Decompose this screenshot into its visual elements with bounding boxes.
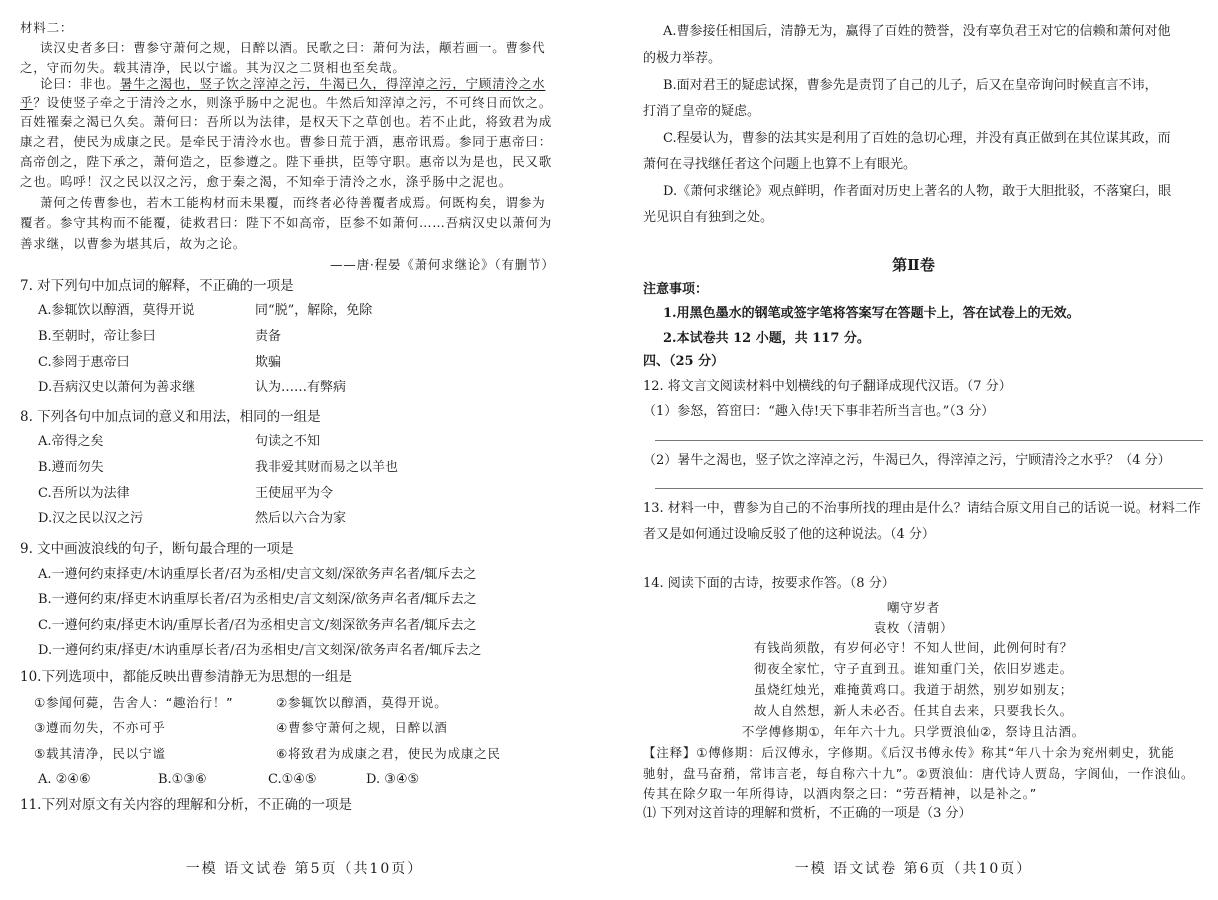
- poem-title: 嘲守岁者: [886, 600, 941, 615]
- underlined-sentence-end: 乎: [20, 95, 34, 110]
- poem-line: 虽烧红烛光，难掩黄鸡口。我道于胡然，别岁如别友；: [753, 682, 1074, 697]
- q10-item-2: ②参辄饮以醇酒，莫得开说。: [276, 695, 448, 710]
- notice-1: 1.用黑色墨水的钢笔或签字笔将答案写在答题卡上，答在试卷上的无效。: [663, 306, 1080, 321]
- poem-line: 彻夜全家忙，守子直到丑。谁知重门关，依旧岁逃走。: [753, 661, 1074, 676]
- passage-line: 善求继，以曹参为堪其后，故为之论。: [20, 236, 247, 251]
- q10-item-1: ①参闻何薨，告舍人：“趣治行！”: [34, 695, 234, 710]
- q10-choice-a: A. ②④⑥: [38, 772, 91, 787]
- passage-line: [40, 76, 545, 92]
- question-8-stem: 8. 下列各句中加点词的意义和用法，相同的一组是: [20, 409, 321, 425]
- question-12-part-2: （2）暑牛之渴也，竖子饮之滓淖之污，牛渴已久，得滓淖之污，宁顾清泠之水乎？（4 分）: [643, 453, 1171, 468]
- q8-option-a: A.帝得之矣: [38, 434, 104, 449]
- passage-line: 百姓罹秦之渴已久矣。萧何曰：吾所以为法律，是权天下之草创也。若不止此，将致君为成: [20, 114, 553, 129]
- passage-line: 康之君，使民为成康之民。是牵民于清泠水也。曹参日荒于酒，惠帝讯焉。参同于惠帝曰：: [20, 134, 553, 149]
- poem-note: 【注释】①傅修期：后汉傅永，字修期。《后汉书傅永传》称其“年八十余为兖州刺史，犹能: [643, 745, 1175, 760]
- q11-option-c-cont: 萧何在寻找继任者这个问题上也算不上有眼光。: [643, 157, 917, 172]
- q11-option-c: C.程晏认为，曹参的法其实是利用了百姓的急切心理，并没有真正做到在其位谋其政，而: [663, 131, 1171, 146]
- q8-option-b-compare: 我非爱其财而易之以羊也: [255, 460, 399, 475]
- poem-note: 传其在除夕取一年所得诗，以酒肉祭之曰：“劳吾精神，以是补之。”: [643, 786, 1038, 801]
- answer-line: [655, 440, 1203, 441]
- q11-option-b: B.面对君王的疑虑试探，曹参先是责罚了自己的儿子，后又在皇帝询问时候直言不讳，: [663, 78, 1158, 93]
- passage-line: 高帝创之，陛下承之，萧何造之，臣参遵之。陛下垂拱，臣等守职。惠帝以为是也，民又歌: [20, 154, 553, 169]
- q7-option-b-meaning: 责备: [255, 329, 282, 344]
- question-11-stem: 11.下列对原文有关内容的理解和分析，不正确的一项是: [20, 797, 352, 813]
- passage-line: [20, 95, 552, 111]
- q10-item-4: ④曹参守萧何之规，日醉以酒: [276, 720, 448, 735]
- q7-option-d: D.吾病汉史以萧何为善求继: [38, 380, 196, 395]
- question-12-stem: 12. 将文言文阅读材料中划横线的句子翻译成现代汉语。（7 分）: [643, 379, 1012, 394]
- q10-choice-b: B.①③⑥: [158, 772, 207, 787]
- q10-item-6: ⑥将致君为成康之君，使民为成康之民: [276, 746, 501, 761]
- q7-option-d-meaning: 认为……有弊病: [255, 380, 347, 395]
- page-footer-right: 一模 语文试卷 第6页（共10页）: [794, 861, 1033, 877]
- q11-option-b-cont: 打消了皇帝的疑虑。: [643, 104, 761, 119]
- q9-option-c: C.一遵何约束/择吏木讷/重厚长者/召为丞相史言文/刻深欲务声名者/辄斥去之: [38, 618, 477, 633]
- q9-option-d: D.一遵何约束/择吏/木讷重厚长者/召为丞相史/言文刻深/欲务声名者/辄斥去之: [38, 643, 482, 658]
- q8-option-d: D.汉之民以汉之污: [38, 511, 144, 526]
- q9-option-b: B.一遵何约束/择吏木讷重厚长者/召为丞相史/言文刻深/欲务声名者/辄斥去之: [38, 592, 477, 607]
- section-title: 第Ⅱ卷: [892, 256, 935, 274]
- passage-source: ——唐·程晏《萧何求继论》（有删节）: [330, 257, 555, 272]
- question-14-part-1: ⑴ 下列对这首诗的理解和赏析，不正确的一项是（3 分）: [643, 806, 972, 821]
- question-7-stem: 7. 对下列句中加点词的解释，不正确的一项是: [20, 278, 294, 294]
- passage-line: 读汉史者多曰：曹参守萧何之规，日醉以酒。民歌之曰：萧何为法，颟若画一。曹参代: [40, 40, 546, 55]
- q7-option-a-meaning: 同“脱”，解除，免除: [255, 303, 373, 318]
- underlined-sentence: 暑牛之渴也，竖子饮之滓淖之污，牛渴已久，得滓淖之污，宁顾清泠之水: [119, 76, 546, 91]
- answer-line: [655, 488, 1203, 489]
- q8-option-c-compare: 王使屈平为令: [255, 486, 334, 501]
- notice-2: 2.本试卷共 12 小题，共 117 分。: [663, 331, 870, 346]
- q10-item-3: ③遵而勿失，不亦可乎: [34, 720, 166, 735]
- poem-note: 驰射，盘马奋矟，常讳言老，每自称六十九”。②贾浪仙：唐代诗人贾岛，字阆仙，一作浪仙。: [643, 766, 1195, 781]
- q8-option-c: C.吾所以为法律: [38, 486, 130, 501]
- q7-option-a: A.参辄饮以醇酒，莫得开说: [38, 303, 195, 318]
- q11-option-a: A.曹参接任相国后，清静无为，赢得了百姓的赞誉，没有辜负君王对它的信赖和萧何对他: [663, 24, 1171, 39]
- q7-option-c: C.参罔于惠帝曰: [38, 355, 130, 370]
- question-12-part-1: （1）参怒，笞窋曰：“趣入侍!天下事非若所当言也。”（3 分）: [643, 404, 995, 419]
- poem-line: 有钱尚须散，有岁何必守！不知人世间，此例何时有？: [753, 640, 1074, 655]
- question-13-line-2: 者又是如何通过设喻反驳了他的这种说法。（4 分）: [643, 527, 935, 542]
- q7-option-c-meaning: 欺骗: [255, 355, 282, 370]
- passage-line: 萧何之传曹参也，若木工能构材而未果覆，而终者必待善覆者成焉。何既构矣，谓参为: [40, 195, 546, 210]
- question-13-line-1: 13. 材料一中，曹参为自己的不治事所找的理由是什么？请结合原文用自己的话说一说。材料二作: [643, 501, 1201, 516]
- poem-line: 不学傅修期①，年年六十九。只学贾浪仙②，祭诗且沽酒。: [741, 724, 1086, 739]
- passage-line: 之也。呜呼！汉之民以汉之污，愈于秦之渴，不知牵于清泠之水，涤乎肠中之泥也。: [20, 174, 513, 189]
- q10-choice-c: C.①④⑤: [268, 772, 317, 787]
- q7-option-b: B.至朝时，帝让参曰: [38, 329, 156, 344]
- passage-text: ？设使竖子牵之于清泠之水，则涤乎肠中之泥也。牛然后知滓淖之污，不可终日而饮之。: [33, 95, 553, 110]
- q8-option-a-compare: 句读之不知: [255, 434, 321, 449]
- poem-line: 故人自然想，新人未必否。任其自去来，只要我长久。: [753, 703, 1074, 718]
- q8-option-d-compare: 然后以六合为家: [255, 511, 347, 526]
- passage-line: 之，守而勿失。载其清净，民以宁谧。其为汉之二贤相也至矣哉。: [20, 60, 406, 75]
- q10-choice-d: D. ③④⑤: [366, 772, 420, 787]
- right-page: [609, 0, 1218, 900]
- q9-option-a: A.一遵何约束择吏/木讷重厚长者/召为丞相/史言文刻/深欲务声名者/辄斥去之: [38, 567, 477, 582]
- q10-item-5: ⑤载其清净，民以宁谧: [34, 746, 166, 761]
- passage-line: 覆者。参守其构而不能覆，徒救君曰：陛下不如高帝，臣参不如萧何……吾病汉史以萧何为: [20, 215, 553, 230]
- q11-option-d-cont: 光见识自有独到之处。: [643, 210, 774, 225]
- question-9-stem: 9. 文中画波浪线的句子，断句最合理的一项是: [20, 541, 294, 557]
- passage-text: 论曰：非也。: [40, 76, 120, 91]
- poem-author: 袁枚（清朝）: [873, 620, 954, 635]
- q8-option-b: B.遵而勿失: [38, 460, 104, 475]
- page-footer-left: 一模 语文试卷 第5页（共10页）: [185, 861, 424, 877]
- q11-option-d: D.《萧何求继论》观点鲜明，作者面对历史上著名的人物，敢于大胆批驳，不落窠臼，眼: [663, 184, 1172, 199]
- q11-option-a-cont: 的极力举荐。: [643, 51, 722, 66]
- question-10-stem: 10.下列选项中，都能反映出曹参清静无为思想的一组是: [20, 669, 352, 685]
- question-14-stem: 14. 阅读下面的古诗，按要求作答。（8 分）: [643, 576, 895, 591]
- material-header: 材料二：: [20, 20, 74, 35]
- notice-title: 注意事项：: [643, 282, 709, 297]
- part-four-header: 四、（25 分）: [643, 354, 725, 369]
